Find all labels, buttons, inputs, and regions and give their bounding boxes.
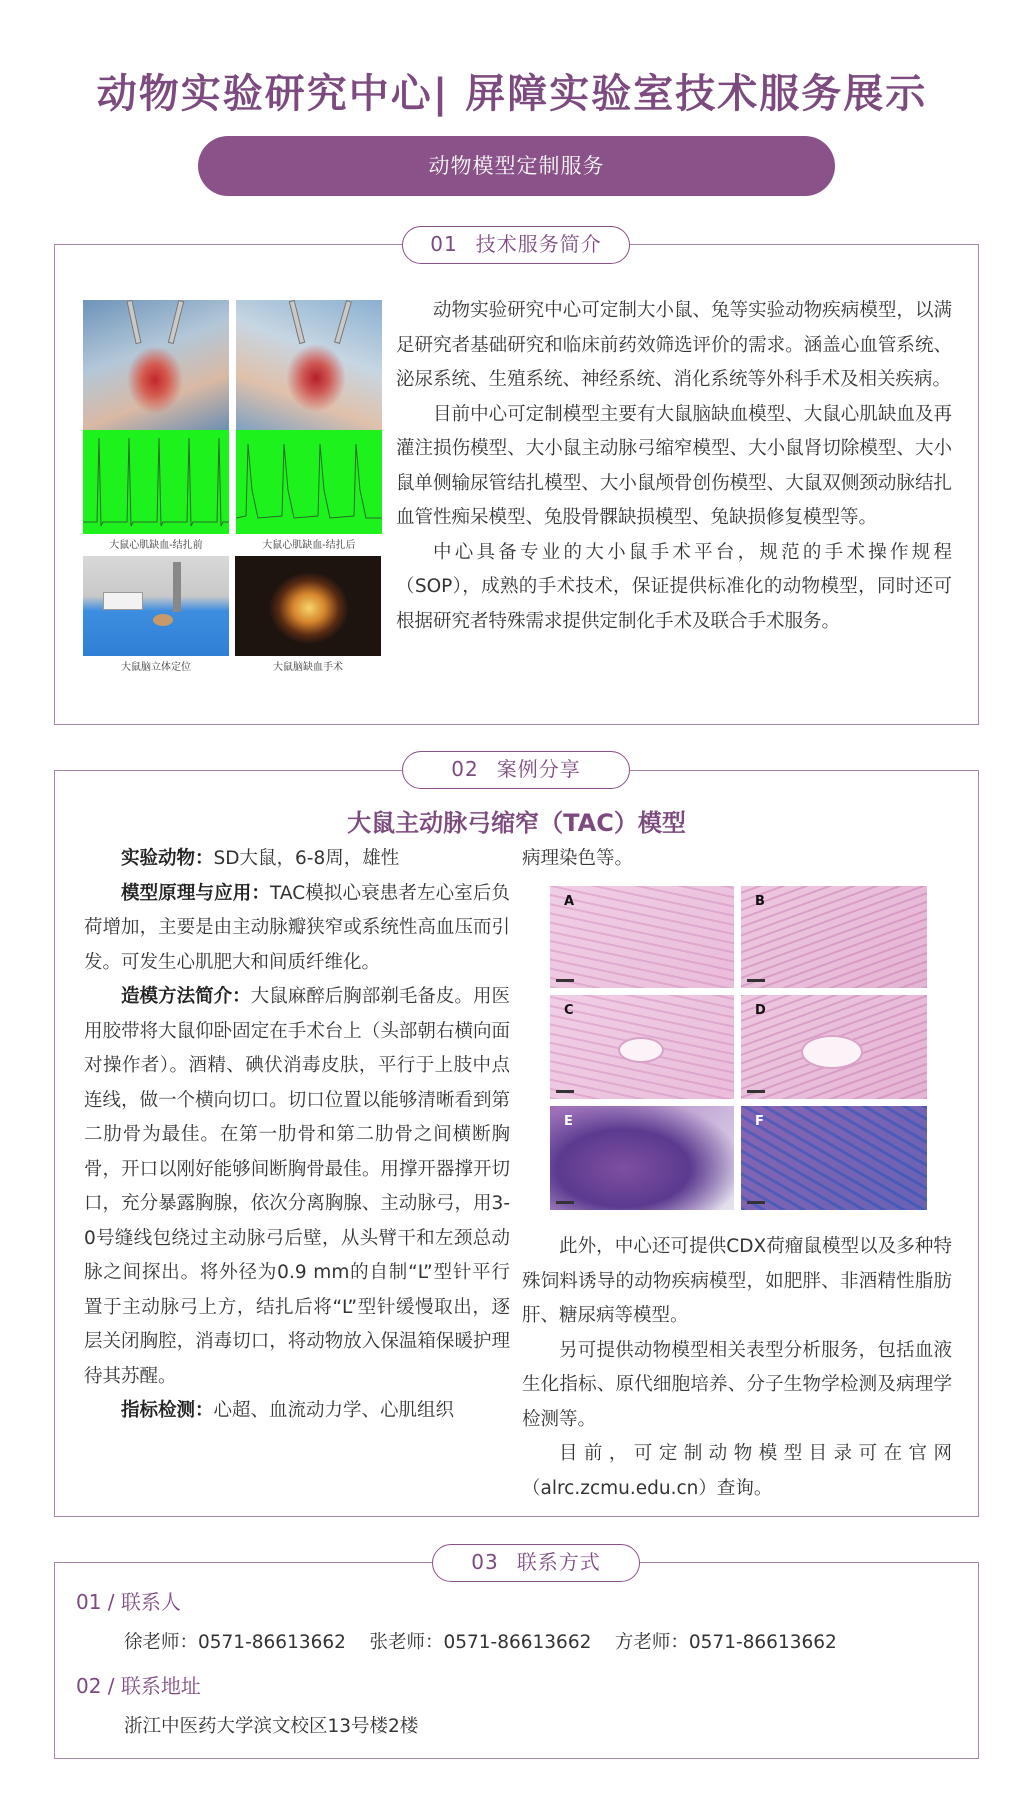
panel-letter: B (755, 894, 765, 909)
caption-ischemia-after: 大鼠心肌缺血-结扎后 (262, 540, 356, 551)
histology-panel-f (741, 1106, 927, 1210)
section-title: 联系方式 (516, 1550, 601, 1574)
case-paragraph: 目前，可定制动物模型目录可在官网（alrc.zcmu.edu.cn）查询。 (522, 1443, 952, 1499)
case-principle (84, 877, 510, 981)
contact-address-label: 02 / 联系地址 (76, 1674, 201, 1698)
section-title: 技术服务简介 (475, 232, 602, 256)
intro-text (396, 294, 952, 639)
contact-phones: 徐老师：0571-86613662 张老师：0571-86613662 方老师：0571-86613662 (124, 1632, 837, 1653)
service-banner: 动物模型定制服务 (198, 136, 835, 196)
stereotaxic-photo (83, 556, 229, 656)
histology-panel-d (741, 995, 927, 1099)
case-right-continuation: 病理染色等。 (522, 848, 634, 869)
label: 造模方法简介： (121, 986, 251, 1007)
value: TAC模拟心衰患者左心室后负荷增加，主要是由主动脉瓣狭窄或系统性高血压而引发。可发生心肌肥大和间质纤维化。 (84, 882, 510, 973)
section-heading-contact (432, 1544, 640, 1582)
caption-stereotaxic: 大鼠脑立体定位 (121, 662, 191, 673)
contact-address: 浙江中医药大学滨文校区13号楼2楼 (124, 1716, 419, 1737)
page-title: 动物实验研究中心| 屏障实验室技术服务展示 (96, 71, 928, 117)
intro-paragraph: 目前中心可定制模型主要有大鼠脑缺血模型、大鼠心肌缺血及再灌注损伤模型、大小鼠主动脉弓缩窄模型、大小鼠肾切除模型、大小鼠单侧输尿管结扎模型、大小鼠颅骨创伤模型、大鼠双侧颈动脉结扎血管性痴呆模型、兔股骨髁缺损模型、兔缺损修复模型等。 (396, 403, 952, 528)
contact-person-label: 01 / 联系人 (76, 1590, 181, 1614)
intro-paragraph: 动物实验研究中心可定制大小鼠、兔等实验动物疾病模型，以满足研究者基础研究和临床前药效筛选评价的需求。涵盖心血管系统、泌尿系统、生殖系统、神经系统、消化系统等外科手术及相关疾病。 (396, 300, 952, 390)
value: SD大鼠，6-8周，雄性 (213, 848, 400, 869)
caption-ischemia-before: 大鼠心肌缺血-结扎前 (109, 540, 203, 551)
case-paragraph: 另可提供动物模型相关表型分析服务，包括血液生化指标、原代细胞培养、分子生物学检测及病理学检测等。 (522, 1339, 952, 1430)
section-number: 02 (451, 757, 479, 781)
value: 心超、血流动力学、心肌组织 (213, 1400, 455, 1421)
ecg-trace-before (83, 430, 229, 534)
panel-letter: F (755, 1114, 764, 1129)
section-number: 03 (471, 1550, 499, 1574)
value: 大鼠麻醉后胸部剃毛备皮。用医用胶带将大鼠仰卧固定在手术台上（头部朝右横向面对操作者）。酒精、碘伏消毒皮肤，平行于上肢中点连线，做一个横向切口。切口位置以能够清晰看到第二肋骨为最佳。在第一肋骨和第二肋骨之间横断胸骨，开口以刚好能够间断胸骨最佳。用撑开器撑开切口，充分暴露胸腺，依次分离胸腺、主动脉弓，用3-0号缝线包绕过主动脉弓后壁，从头臂干和左颈总动脉之间探出。将外径为0.9 mm的自制“L”型针平行置于主动脉弓上方，结扎后将“L”型针缓慢取出，逐层关闭胸腔，消毒切口，将动物放入保温箱保暖护理待其苏醒。 (84, 986, 510, 1387)
histology-panel-b (741, 886, 927, 988)
case-right-text (522, 1230, 952, 1506)
section-heading-intro (402, 226, 630, 264)
panel-letter: C (564, 1003, 574, 1018)
case-index (84, 1394, 510, 1429)
case-animal (84, 842, 510, 877)
section-heading-case (402, 751, 630, 789)
case-paragraph: 此外，中心还可提供CDX荷瘤鼠模型以及多种特殊饲料诱导的动物疾病模型，如肥胖、非酒精性脂肪肝、糖尿病等模型。 (522, 1236, 952, 1326)
histology-panel-a (550, 886, 734, 988)
case-left-text (84, 842, 510, 1429)
histology-panel-c (550, 995, 734, 1099)
label: 模型原理与应用： (121, 882, 270, 904)
ecg-trace-after (236, 430, 382, 534)
surgery-photo-before (83, 300, 229, 430)
intro-paragraph: 中心具备专业的大小鼠手术平台，规范的手术操作规程（SOP），成熟的手术技术，保证提供标准化的动物模型，同时还可根据研究者特殊需求提供定制化手术及联合手术服务。 (396, 541, 952, 632)
histology-panel-e (550, 1106, 734, 1210)
panel-letter: E (564, 1114, 573, 1129)
surgery-photo-after (236, 300, 382, 430)
label: 指标检测： (121, 1400, 214, 1421)
case-title: 大鼠主动脉弓缩窄（TAC）模型 (347, 809, 686, 837)
brain-surgery-photo (235, 556, 381, 656)
case-method (84, 980, 510, 1394)
section-number: 01 (430, 232, 458, 256)
label: 实验动物： (121, 848, 214, 869)
section-title: 案例分享 (496, 757, 581, 781)
panel-letter: A (564, 894, 575, 909)
caption-brain-ischemia: 大鼠脑缺血手术 (273, 662, 343, 673)
panel-letter: D (755, 1003, 766, 1018)
